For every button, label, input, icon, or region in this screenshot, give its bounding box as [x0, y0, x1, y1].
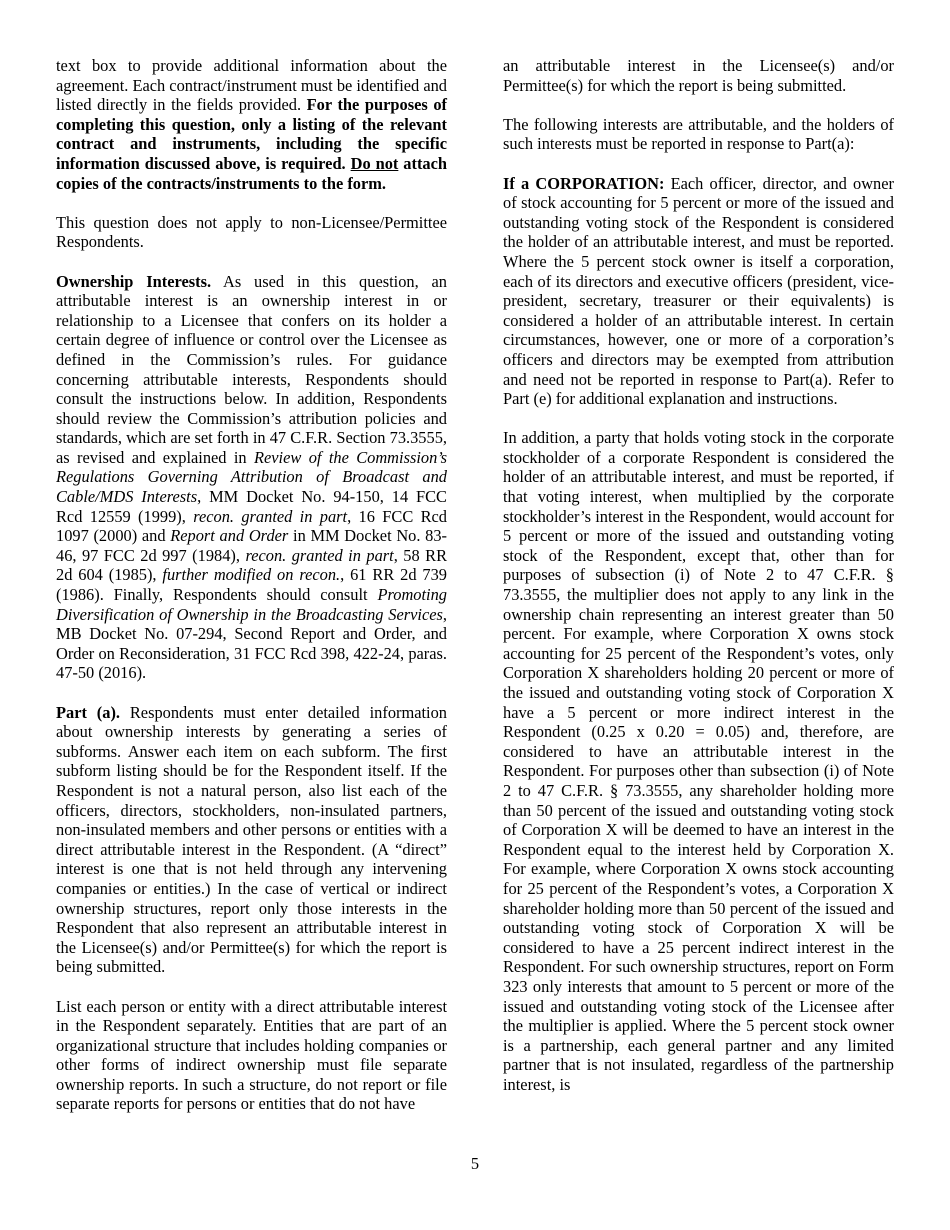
underlined-text: Do not	[350, 153, 399, 173]
paragraph-part-a	[56, 703, 447, 977]
section-heading: Part (a).	[56, 702, 121, 722]
paragraph-text: , 16 FCC Rcd 1097 (2000) and	[56, 506, 448, 546]
citation-title: Promoting Diversification of Ownership in the Broadcasting Services	[56, 585, 447, 624]
citation-title: Review of the Commission’s Regulations Governing Attribution of Broadcast and Cable/MDS Interests	[56, 447, 448, 507]
paragraph-text: As used in this question, an attributable interest is an ownership interest in or relationship to a Licensee that confers on its holder a certain degree of influence or control over the Licensee as defined in the Commission’s rules. For guidance concerning attributable interests, Respondents should consult the instructions below. In addition, Respondents should review the Commission’s attribution policies and standards, which are set forth in 47 C.F.R. Section 73.3555, as revised and explained in	[56, 271, 448, 467]
paragraph-voting-stock-multiplier: In addition, a party that holds voting stock in the corporate stockholder of a corporate Respondent is considered the holder of an attributable interest, and must be reported, if that voting interest, when multiplied by the corporate stockholder’s interest in the Respondent, would account for 5 percent or more of the issued and outstanding voting stock of the Respondent, except that, other than for purposes of subsection (i) of Note 2 to 47 C.F.R. § 73.3555, the multiplier does not apply to any link in the ownership chain representing an interest greater than 50 percent. For example, where Corporation X owns stock accounting for 25 percent of the Respondent’s votes, only Corporation X shareholders holding 20 percent or more of the issued and outstanding voting stock of Corporation X have a 5 percent or more indirect interest in the Respondent (0.25 x 0.20 = 0.05) and, therefore, are considered to have an attributable interest in the Respondent. For purposes other than subsection (i) of Note 2 to 47 C.F.R. § 73.3555, any shareholder holding more than 50 percent of the issued and outstanding voting stock of Corporation X will be deemed to have an interest in the Respondent equal to the interest held by Corporation X. For example, where Corporation X owns stock accounting for 25 percent of the Respondent’s votes, a Corporation X shareholder holding more than 50 percent of the issued and outstanding voting stock of Corporation X will be considered to have a 25 percent indirect interest in the Respondent. For such ownership structures, report on Form 323 only interests that amount to 5 percent or more of the issued and outstanding voting stock of the Licensee after the multiplier is applied. Where the 5 percent stock owner is a partnership, each general partner and any limited partner that is not insulated, regardless of the partnership interest, is	[503, 428, 894, 1094]
bold-text: attach copies of the contracts/instruments to the form.	[56, 153, 448, 193]
paragraph-attributable-continued: an attributable interest in the Licensee(s) and/or Permittee(s) for which the report is being submitted.	[503, 56, 894, 95]
citation-title: recon. granted in part	[245, 545, 394, 565]
paragraph-if-corporation	[503, 174, 894, 409]
citation-title: further modified on recon.	[162, 565, 341, 585]
paragraph-text: text box to provide additional information about the agreement. Each contract/instrument must be identified and listed directly in the fields provided.	[56, 56, 447, 115]
bold-text: For the purposes of completing this question, only a listing of the relevant contract and instruments, including the specific information discussed above, is required.	[56, 95, 447, 173]
page-number: 5	[470, 1154, 480, 1173]
left-column	[56, 56, 447, 1134]
paragraph-text: , 58 RR 2d 604 (1985),	[56, 545, 448, 585]
paragraph-text: , 61 RR 2d 739 (1986). Finally, Respondents should consult	[56, 565, 447, 605]
section-heading: If a CORPORATION:	[503, 173, 665, 193]
right-column	[503, 56, 894, 1114]
paragraph-following-interests: The following interests are attributable, and the holders of such interests must be reported in response to Part(a):	[503, 114, 894, 154]
paragraph-list-each-person: List each person or entity with a direct attributable interest in the Respondent separately. Entities that are part of an organizational structure that includes holding companies or other forms of indirect ownership must file separate ownership reports. In such a structure, do not report or file separate reports for persons or entities that do not have	[56, 996, 447, 1114]
paragraph-text: Respondents must enter detailed information about ownership interests by generating a series of subforms. Answer each item on each subform. The first subform listing should be for the Respondent itself. If the Respondent is not a natural person, also list each of the officers, directors, stockholders, non-insulated partners, non-insulated members and other persons or entities with a direct attributable interest in the Respondent. (A “direct” interest is one that is not held through any intervening companies or entities.) In the case of vertical or indirect ownership structures, report only those interests in the Respondent that also represent an attributable interest in the Licensee(s) and/or Permittee(s) for which the report is being submitted.	[56, 702, 447, 977]
paragraph-text: , MM Docket No. 94-150, 14 FCC Rcd 12559 (1999),	[56, 487, 447, 526]
paragraph-non-licensee: This question does not apply to non-Licensee/Permittee Respondents.	[56, 212, 447, 252]
paragraph-text: Each officer, director, and owner of stock accounting for 5 percent or more of the issued and outstanding voting stock of the Respondent is considered the holder of an attributable interest, and must be reported. Where the 5 percent stock owner is itself a corporation, each of its directors and executive officers (president, vice-president, secretary, treasurer or their equivalents) is considered a holder of an attributable interest. In certain circumstances, however, one or more of a corporation’s officers and directors may be exempted from attribution and need not be reported in response to Part(a). Refer to Part (e) for additional explanation and instructions.	[503, 173, 894, 409]
section-heading: Ownership Interests.	[56, 271, 212, 291]
citation-title: recon. granted in part	[193, 506, 348, 526]
paragraph-ownership-interests	[56, 272, 447, 683]
citation-title: Report and Order	[170, 526, 289, 546]
paragraph-text: in MM Docket No. 83-46, 97 FCC 2d 997 (1984),	[56, 526, 448, 565]
paragraph-attachment-instructions	[56, 56, 447, 193]
paragraph-text: , MB Docket No. 07-294, Second Report and Order, and Order on Reconsideration, 31 FCC Rcd 398, 422-24, paras. 47-50 (2016).	[56, 604, 447, 683]
